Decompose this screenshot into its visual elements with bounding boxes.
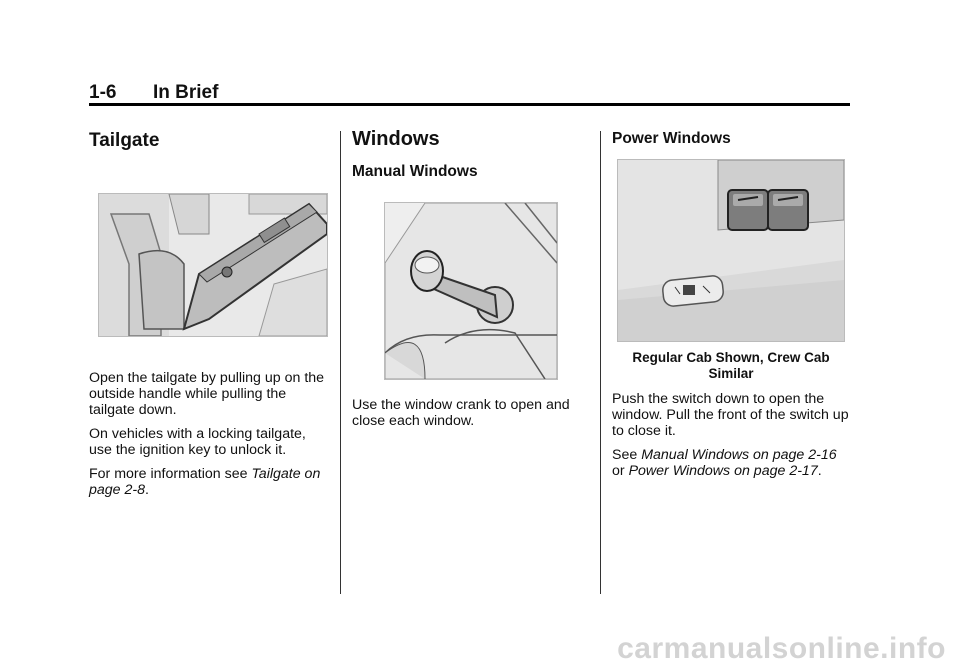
window-crank-illustration	[384, 202, 558, 380]
tailgate-text	[89, 370, 329, 506]
tailgate-illustration	[98, 193, 328, 337]
column-divider-1	[340, 131, 341, 594]
power-windows-paragraph-1: Push the switch down to open the window. Pull the front of the switch up to close it.	[612, 391, 849, 439]
power-windows-caption-wrap	[612, 350, 850, 382]
period: .	[817, 463, 822, 479]
column-windows	[352, 126, 592, 181]
manual-windows-paragraph: Use the window crank to open and close each window.	[352, 397, 570, 429]
column-power-windows	[612, 126, 852, 148]
tailgate-paragraph-1: Open the tailgate by pulling up on the outside handle while pulling the tailgate down.	[89, 370, 325, 418]
page-header	[89, 82, 218, 104]
section-title: In Brief	[153, 82, 219, 103]
tailgate-paragraph-3	[89, 466, 329, 498]
header-rule	[89, 103, 850, 106]
power-windows-reference[interactable]: Power Windows on page 2-17	[628, 463, 818, 479]
power-windows-text	[612, 391, 852, 487]
manual-windows-reference[interactable]: Manual Windows on page 2-16	[641, 447, 837, 463]
tailgate-ref-prefix: For more information see	[89, 466, 252, 482]
column-divider-2	[600, 131, 601, 594]
see-prefix: See	[612, 447, 642, 463]
column-tailgate	[89, 126, 329, 152]
manual-windows-heading: Manual Windows	[352, 163, 478, 180]
page-number: 1-6	[89, 82, 117, 103]
power-windows-paragraph-2	[612, 447, 852, 479]
power-window-switch-illustration	[617, 159, 845, 342]
watermark: carmanualsonline.info	[617, 632, 946, 665]
power-windows-heading: Power Windows	[612, 130, 731, 147]
or-text: or	[612, 463, 629, 479]
figure-caption: Regular Cab Shown, Crew Cab Similar	[632, 350, 830, 381]
tailgate-ref-suffix: .	[145, 482, 149, 498]
tailgate-heading: Tailgate	[89, 130, 160, 151]
windows-heading: Windows	[352, 128, 440, 150]
tailgate-page-reference[interactable]: Tailgate on page 2-8	[89, 466, 321, 498]
manual-windows-text	[352, 397, 592, 437]
tailgate-paragraph-2: On vehicles with a locking tailgate, use the ignition key to unlock it.	[89, 426, 306, 458]
